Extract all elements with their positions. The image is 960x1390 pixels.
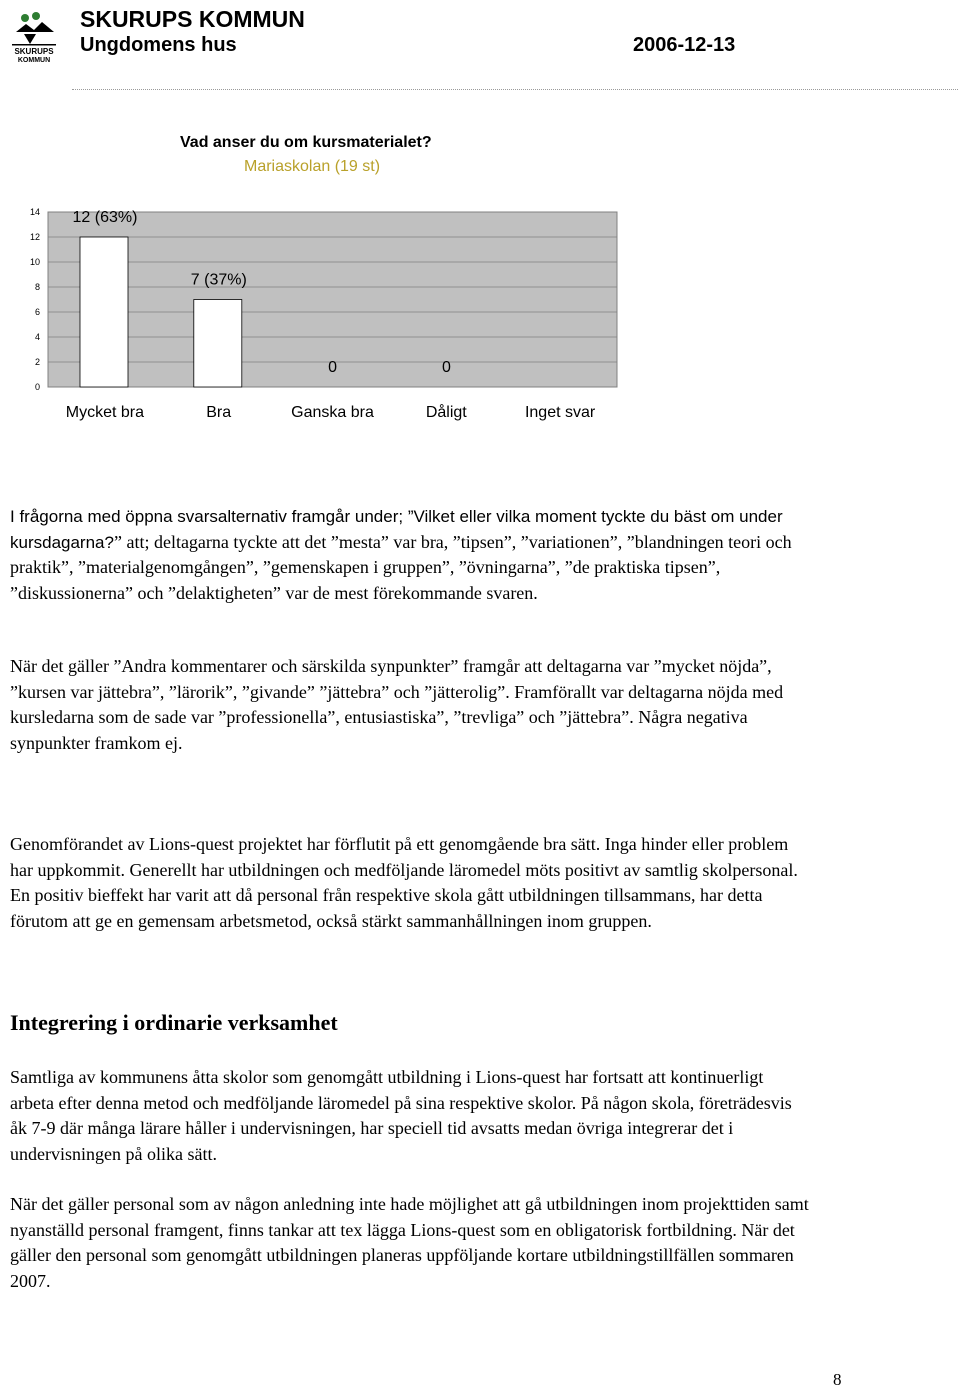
x-tick-label: Dåligt bbox=[425, 404, 467, 421]
unit-name: Ungdomens hus bbox=[80, 34, 237, 56]
paragraph-2: När det gäller ”Andra kommentarer och särskilda synpunkter” framgår att deltagarna var ”mycket nöjda”, ”kursen var jättebra”, ”lärorik”, ”givande” ”jättebra” och ”jätterolig”. Framförallt var deltagarna nöjda med kursledarna som de sade var ”professionella”, entusiastiska”, ”trevliga” och ”jättebra”. Några negativa synpunkter framkom ej. bbox=[10, 656, 784, 753]
bar-chart bbox=[0, 120, 700, 440]
y-tick-label: 0 bbox=[34, 382, 40, 392]
page-number: 8 bbox=[833, 1370, 842, 1389]
x-tick-label: Bra bbox=[206, 404, 232, 421]
x-tick-label: Ganska bra bbox=[291, 404, 374, 421]
y-tick-label: 8 bbox=[34, 282, 40, 292]
logo-text-1: SKURUPS bbox=[14, 47, 54, 56]
paragraph-1-sans: I frågorna med öppna svarsalternativ framgår under; ”Vilket eller vilka moment tyckte du bäst om under kursdagarna? bbox=[10, 507, 783, 552]
x-tick-label: Inget svar bbox=[524, 404, 596, 421]
data-label: 7 (37%) bbox=[190, 271, 247, 289]
paragraph-1-serif: ” att; deltagarna tyckte att det ”mesta” var bra, ”tipsen”, ”variationen”, ”blandningen teori och praktik”, ”materialgenomgången”, ”gemenskapen i gruppen”, ”övningarna”, ”de praktiska tipsen”, ”diskussionerna” och ”delaktigheten” var de mest förekommande svaren. bbox=[10, 531, 792, 603]
paragraph-1 bbox=[10, 504, 810, 606]
chart-svg bbox=[0, 120, 700, 440]
y-tick-label: 4 bbox=[34, 332, 40, 342]
municipality-logo bbox=[6, 4, 62, 66]
y-tick-label: 10 bbox=[29, 257, 40, 267]
header-rule bbox=[72, 89, 958, 90]
y-tick-label: 2 bbox=[34, 357, 40, 367]
section-heading: Integrering i ordinarie verksamhet bbox=[10, 1010, 338, 1035]
x-tick-label: Mycket bra bbox=[65, 404, 145, 421]
paragraph-5: När det gäller personal som av någon anledning inte hade möjlighet att gå utbildningen inom projekttiden samt nyanställd personal framgent, finns tankar att tex lägga Lions-quest som en obligatorisk fortbildning. När det gäller den personal som genomgått utbildningen planeras uppföljande kortare utbildningstillfällen sommaren 2007. bbox=[10, 1194, 809, 1291]
y-tick-label: 14 bbox=[29, 207, 40, 217]
data-label: 12 (63%) bbox=[72, 209, 138, 226]
data-label: 0 bbox=[441, 359, 451, 376]
header-date: 2006-12-13 bbox=[633, 34, 736, 56]
org-name: SKURUPS KOMMUN bbox=[80, 6, 305, 32]
y-tick-label: 6 bbox=[34, 307, 40, 317]
paragraph-3: Genomförandet av Lions-quest projektet har förflutit på ett genomgående bra sätt. Inga hinder eller problem har uppkommit. Generellt har utbildningen och medföljande läromedel möts positivt av samtlig skolpersonal. En positiv bieffekt har varit att då personal från respektive skola gått utbildningen tillsammans, har detta förutom att ge en gemensam arbetsmetod, också stärkt sammanhållningen inom gruppen. bbox=[10, 834, 798, 931]
data-label: 0 bbox=[328, 359, 338, 376]
paragraph-4: Samtliga av kommunens åtta skolor som genomgått utbildning i Lions-quest har fortsatt att kontinuerligt arbeta efter denna metod och medföljande läromedel på sina respektive skolor. På någon skola, företrädesvis åk 7-9 där många lärare håller i undervisningen, har speciell tid avsatts medan övriga integrerar det i undervisningen på olika sätt. bbox=[10, 1067, 792, 1164]
logo-text-2: KOMMUN bbox=[17, 57, 51, 64]
chart-subtitle: Mariaskolan (19 st) bbox=[244, 158, 381, 175]
chart-title: Vad anser du om kursmaterialet? bbox=[180, 134, 432, 151]
y-tick-label: 12 bbox=[29, 232, 40, 242]
page-header bbox=[0, 0, 960, 92]
bar bbox=[80, 237, 128, 387]
bar bbox=[194, 300, 242, 388]
